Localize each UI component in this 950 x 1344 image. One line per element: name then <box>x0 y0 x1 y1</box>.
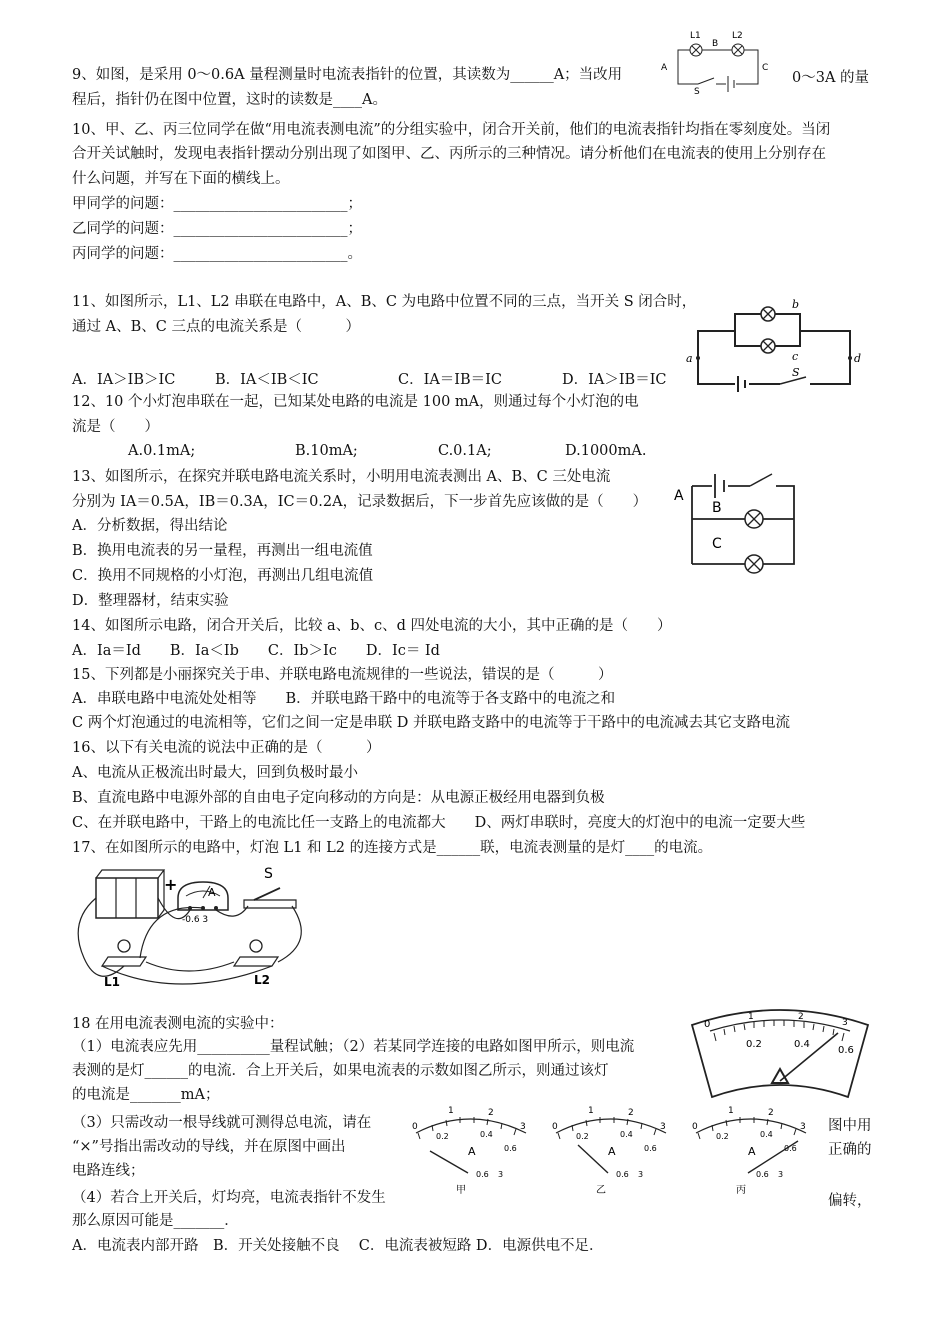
q18-yi-unit: A <box>608 1145 616 1158</box>
q18-yi-tick-1: 1 <box>588 1106 594 1116</box>
q18-yi-terminal-06: 0.6 <box>616 1170 629 1179</box>
q13-option-b[interactable]: B．换用电流表的另一量程，再测出一组电流值 <box>72 543 373 559</box>
q18-jia-tick-04: 0.4 <box>480 1130 493 1139</box>
q16-option-b[interactable]: B、直流电路中电源外部的自由电子定向移动的方向是：从电源正极经用电器到负极 <box>72 790 605 806</box>
q12-option-c[interactable]: C.0.1A; <box>438 443 492 459</box>
q11-label-s: S <box>792 366 800 379</box>
q11-label-b: b <box>792 298 800 311</box>
q18-big-tick-04: 0.4 <box>794 1039 810 1050</box>
q18-yi-tick-2: 2 <box>628 1108 634 1118</box>
q11-option-d[interactable]: D．IA＞IB＝IC <box>562 372 667 388</box>
q18-ammeter-large <box>688 1003 873 1103</box>
q18-line5: （3）只需改动一根导线就可测得总电流，请在 <box>72 1115 372 1131</box>
q18-line3: 表测的是灯______的电流．合上开关后，如果电流表的示数如图乙所示，则通过该灯 <box>72 1063 609 1079</box>
q15-line2[interactable]: A．串联电路中电流处处相等 B．并联电路干路中的电流等于各支路中的电流之和 <box>72 691 616 707</box>
q13-option-d[interactable]: D．整理器材，结束实验 <box>72 593 229 609</box>
q14-line1: 14、如图所示电路，闭合开关后，比较 a、b、c、d 四处电流的大小，其中正确的是（ ） <box>72 618 672 634</box>
q12-line2: 流是（ ） <box>72 419 159 435</box>
q17-label-scale: -0.6 3 <box>182 915 209 925</box>
q9-line1-tail: 0～3A 的量 <box>792 70 870 86</box>
q12-option-d[interactable]: D.1000mA. <box>565 443 647 459</box>
q11-label-d: d <box>854 352 862 365</box>
q18-bing-terminal-06: 0.6 <box>756 1170 769 1179</box>
q18-jia-terminal-06: 0.6 <box>476 1170 489 1179</box>
q10-line3: 什么问题，并写在下面的横线上。 <box>72 171 290 187</box>
q10-line2: 合开关试触时，发现电表指针摆动分别出现了如图甲、乙、丙所示的三种情况。请分析他们在电流表的使用上分别存在 <box>72 146 826 162</box>
q18-line2: （1）电流表应先用__________量程试触；（2）若某同学连接的电路如图甲所示，则电流 <box>72 1039 635 1055</box>
q13-label-c: C <box>712 536 722 552</box>
q11-label-c: c <box>792 350 799 363</box>
q17-circuit-figure <box>68 862 318 994</box>
q18-big-tick-2: 2 <box>798 1012 804 1022</box>
q18-jia-tick-06: 0.6 <box>504 1144 517 1153</box>
q18-meter-label-jia: 甲 <box>456 1185 466 1195</box>
q17-line1: 17、在如图所示的电路中，灯泡 L1 和 L2 的连接方式是______联，电流表测量的是灯____的电流。 <box>72 840 713 856</box>
q18-yi-tick-06: 0.6 <box>644 1144 657 1153</box>
q18-yi-tick-0: 0 <box>552 1122 558 1132</box>
q18-line9: 那么原因可能是_______． <box>72 1213 239 1229</box>
q9-line1: 9、如图，是采用 0～0.6A 量程测量时电流表指针的位置，其读数为______A；当改用 <box>72 67 623 83</box>
q18-jia-tick-1: 1 <box>448 1106 454 1116</box>
q18-line4: 的电流是_______mA； <box>72 1087 220 1103</box>
q18-bing-tick-1: 1 <box>728 1106 734 1116</box>
q9-label-l1: L1 <box>690 31 701 41</box>
q9-label-b: B <box>712 39 719 49</box>
q18-line8-tail: 偏转， <box>828 1193 872 1209</box>
q12-option-a[interactable]: A.0.1mA; <box>128 443 196 459</box>
q13-line1: 13、如图所示，在探究并联电路电流关系时，小明用电流表测出 A、B、C 三处电流 <box>72 469 611 485</box>
q18-meter-yi <box>548 1105 673 1195</box>
q18-bing-tick-3: 3 <box>800 1122 806 1132</box>
q18-big-tick-02: 0.2 <box>746 1039 762 1050</box>
q15-line1: 15、下列都是小丽探究关于串、并联电路电流规律的一些说法，错误的是（ ） <box>72 667 613 683</box>
q16-option-a[interactable]: A、电流从正极流出时最大，回到负极时最小 <box>72 765 358 781</box>
q16-line1: 16、以下有关电流的说法中正确的是（ ） <box>72 740 381 756</box>
q18-line5-tail: 图中用 <box>828 1118 872 1134</box>
q18-jia-tick-3: 3 <box>520 1122 526 1132</box>
q11-circuit-figure <box>680 296 865 396</box>
q9-label-s: S <box>694 87 700 96</box>
q18-big-tick-1: 1 <box>748 1012 754 1022</box>
q17-label-a: A <box>208 886 216 899</box>
q17-label-s: S <box>264 866 273 882</box>
q18-bing-unit: A <box>748 1145 756 1158</box>
q18-meter-bing <box>688 1105 813 1195</box>
q15-line3[interactable]: C 两个灯泡通过的电流相等，它们之间一定是串联 D 并联电路支路中的电流等于干路中的电流减去其它支路电流 <box>72 715 791 731</box>
q18-big-tick-3: 3 <box>842 1018 848 1028</box>
q18-bing-tick-06: 0.6 <box>784 1144 797 1153</box>
q18-jia-terminal-3: 3 <box>498 1170 504 1179</box>
q9-line2: 程后，指针仍在图中位置，这时的读数是____A。 <box>72 92 387 108</box>
q14-options[interactable]: A．Ia＝Id B．Ia＜Ib C．Ib＞Ic D．Ic＝ Id <box>72 643 440 659</box>
q18-line1: 18 在用电流表测电流的实验中： <box>72 1016 284 1032</box>
q18-bing-terminal-3: 3 <box>778 1170 784 1179</box>
q18-line6: “×”号指出需改动的导线，并在原图中画出 <box>72 1139 346 1155</box>
q11-option-c[interactable]: C．IA＝IB＝IC <box>398 372 502 388</box>
q10-answer-yi[interactable]: 乙同学的问题：________________________； <box>72 221 362 237</box>
q18-meter-label-bing: 丙 <box>736 1185 746 1195</box>
q10-answer-jia[interactable]: 甲同学的问题：________________________； <box>72 196 362 212</box>
q18-bing-tick-2: 2 <box>768 1108 774 1118</box>
q9-label-l2: L2 <box>732 31 743 41</box>
q18-bing-tick-04: 0.4 <box>760 1130 773 1139</box>
q11-line1: 11、如图所示，L1、L2 串联在电路中，A、B、C 为电路中位置不同的三点，当开关 S 闭合时， <box>72 294 697 310</box>
q11-option-a[interactable]: A．IA＞IB＞IC <box>72 372 176 388</box>
q18-jia-tick-0: 0 <box>412 1122 418 1132</box>
q17-label-plus: + <box>164 875 178 894</box>
q12-option-b[interactable]: B.10mA; <box>295 443 358 459</box>
q18-yi-tick-3: 3 <box>660 1122 666 1132</box>
q18-meter-label-yi: 乙 <box>596 1185 606 1195</box>
q18-yi-tick-02: 0.2 <box>576 1132 589 1141</box>
q11-label-a: a <box>686 352 693 365</box>
q18-bing-tick-02: 0.2 <box>716 1132 729 1141</box>
q18-options[interactable]: A．电流表内部开路 B．开关处接触不良 C．电流表被短路 D．电源供电不足． <box>72 1238 604 1254</box>
q10-answer-bing[interactable]: 丙同学的问题：________________________。 <box>72 246 362 262</box>
q18-line6-tail: 正确的 <box>828 1142 872 1158</box>
q17-label-l1: L1 <box>104 975 120 989</box>
q13-line2: 分别为 IA＝0.5A，IB＝0.3A，IC＝0.2A，记录数据后，下一步首先应该做的是（ ） <box>72 494 648 510</box>
q16-option-cd[interactable]: C、在并联电路中，干路上的电流比任一支路上的电流都大 D、两灯串联时，亮度大的灯泡中的电流一定要大些 <box>72 815 806 831</box>
q18-line7: 电路连线； <box>72 1163 145 1179</box>
q11-line2: 通过 A、B、C 三点的电流关系是（ ） <box>72 319 360 335</box>
q18-yi-tick-04: 0.4 <box>620 1130 633 1139</box>
q9-circuit-figure <box>658 28 778 96</box>
q13-option-a[interactable]: A．分析数据，得出结论 <box>72 518 228 534</box>
q12-line1: 12、10 个小灯泡串联在一起，已知某处电路的电流是 100 mA，则通过每个小灯泡的电 <box>72 394 639 410</box>
q13-option-c[interactable]: C．换用不同规格的小灯泡，再测出几组电流值 <box>72 568 374 584</box>
q18-yi-terminal-3: 3 <box>638 1170 644 1179</box>
q17-label-l2: L2 <box>254 973 270 987</box>
q13-label-b: B <box>712 500 722 516</box>
q13-circuit-figure <box>672 464 807 576</box>
q18-big-tick-0: 0 <box>704 1019 711 1030</box>
q9-label-a: A <box>661 63 668 73</box>
q11-option-b[interactable]: B．IA＜IB＜IC <box>215 372 319 388</box>
q18-line8: （4）若合上开关后，灯均亮，电流表指针不发生 <box>72 1190 386 1206</box>
q10-line1: 10、甲、乙、丙三位同学在做“用电流表测电流”的分组实验中，闭合开关前，他们的电流表指针均指在零刻度处。当闭 <box>72 122 831 138</box>
q18-jia-tick-02: 0.2 <box>436 1132 449 1141</box>
q18-jia-tick-2: 2 <box>488 1108 494 1118</box>
q18-meter-jia <box>408 1105 533 1195</box>
q9-label-c: C <box>762 63 769 73</box>
q18-jia-unit: A <box>468 1145 476 1158</box>
q18-bing-tick-0: 0 <box>692 1122 698 1132</box>
q18-big-tick-06: 0.6 <box>838 1045 854 1056</box>
q13-label-a: A <box>674 488 684 504</box>
